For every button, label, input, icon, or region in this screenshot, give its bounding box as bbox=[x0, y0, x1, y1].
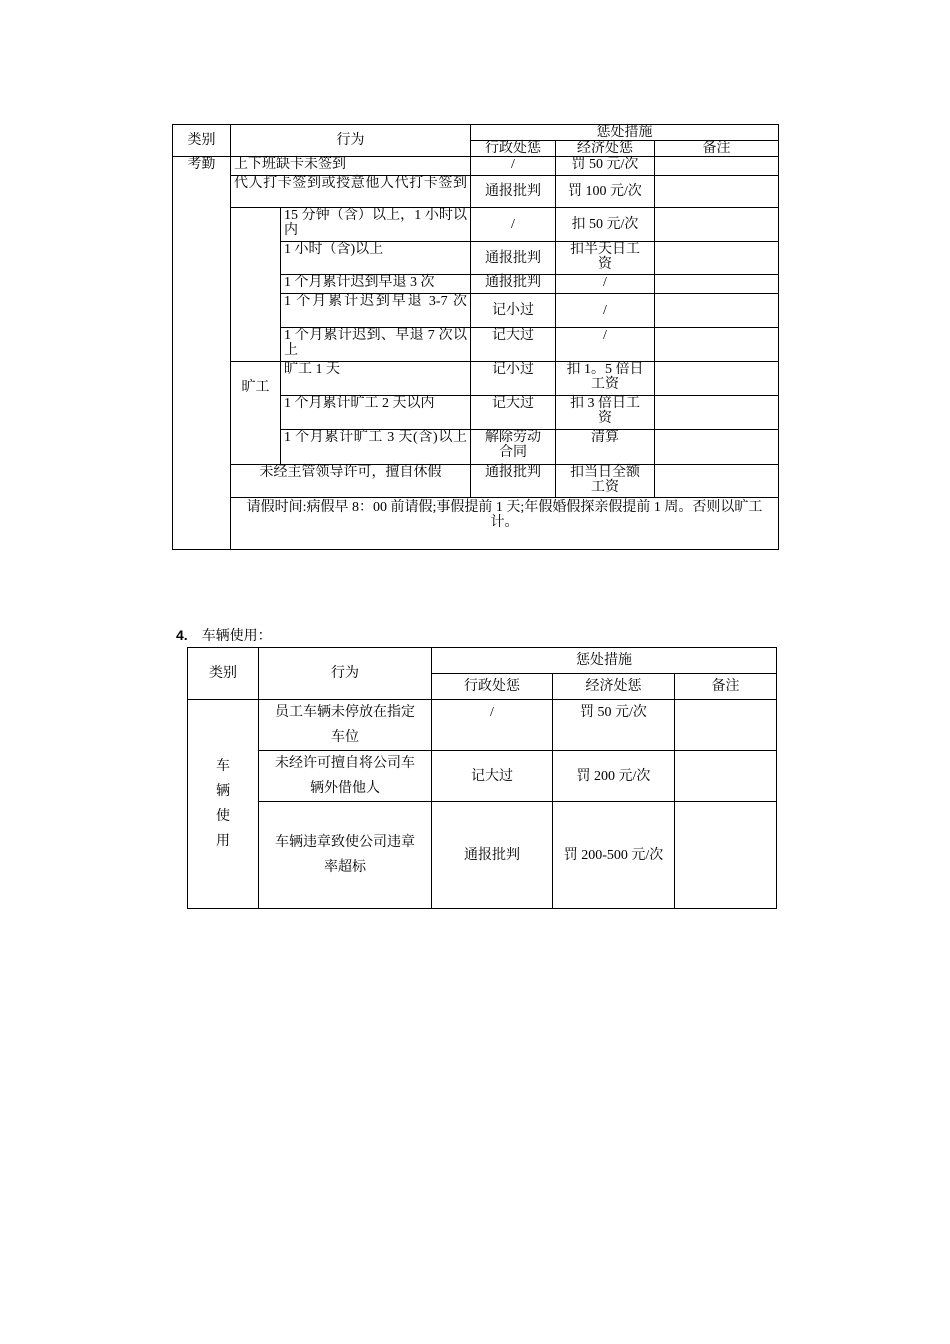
remark-cell bbox=[675, 802, 777, 909]
header-behavior: 行为 bbox=[259, 648, 432, 700]
economic-cell: / bbox=[556, 328, 655, 362]
remark-cell bbox=[675, 700, 777, 751]
admin-cell: 记大过 bbox=[471, 328, 556, 362]
behavior-cell: 员工车辆未停放在指定车位 bbox=[259, 700, 432, 751]
economic-cell: 扣 50 元/次 bbox=[556, 208, 655, 242]
section-number: 4. bbox=[176, 627, 188, 643]
remark-cell bbox=[655, 465, 779, 498]
behavior-cell: 1 个月累计迟到早退 3-7 次 bbox=[281, 294, 471, 328]
header-measures: 惩处措施 bbox=[432, 648, 777, 674]
table-row bbox=[188, 802, 777, 909]
leave-note: 请假时间:病假早 8：00 前请假;事假提前 1 天;年假婚假探亲假提前 1 周。否则以旷工计。 bbox=[231, 498, 779, 550]
header-economic: 经济处惩 bbox=[553, 674, 675, 700]
economic-cell: 罚 200-500 元/次 bbox=[553, 802, 675, 909]
remark-cell bbox=[655, 396, 779, 430]
admin-cell: 通报批判 bbox=[471, 275, 556, 294]
economic-cell: 罚 100 元/次 bbox=[556, 176, 655, 208]
economic-cell: 扣当日全额工资 bbox=[556, 465, 655, 498]
admin-cell: 记大过 bbox=[432, 751, 553, 802]
behavior-cell: 1 个月累计迟到早退 3 次 bbox=[281, 275, 471, 294]
category-char: 用 bbox=[216, 834, 230, 849]
remark-cell bbox=[655, 242, 779, 275]
behavior-cell: 代人打卡签到或授意他人代打卡签到 bbox=[231, 176, 471, 208]
admin-cell: 通报批判 bbox=[432, 802, 553, 909]
remark-cell bbox=[655, 208, 779, 242]
economic-cell: 扣半天日工资 bbox=[556, 242, 655, 275]
category-char: 使 bbox=[216, 809, 230, 824]
economic-cell: 扣 3 倍日工资 bbox=[556, 396, 655, 430]
admin-cell: 记小过 bbox=[471, 362, 556, 396]
vehicle-penalty-table bbox=[187, 647, 777, 909]
remark-cell bbox=[655, 430, 779, 465]
table-row bbox=[173, 208, 779, 242]
header-remark: 备注 bbox=[655, 141, 779, 157]
table-row bbox=[188, 700, 777, 751]
remark-cell bbox=[655, 328, 779, 362]
economic-cell: 罚 50 元/次 bbox=[556, 157, 655, 176]
remark-cell bbox=[675, 751, 777, 802]
economic-cell: 扣 1。5 倍日工资 bbox=[556, 362, 655, 396]
economic-cell: 清算 bbox=[556, 430, 655, 465]
header-admin: 行政处惩 bbox=[471, 141, 556, 157]
header-behavior: 行为 bbox=[231, 125, 471, 157]
economic-cell: 罚 200 元/次 bbox=[553, 751, 675, 802]
remark-cell bbox=[655, 275, 779, 294]
economic-cell: / bbox=[556, 294, 655, 328]
attendance-penalty-table bbox=[172, 124, 779, 550]
admin-cell: 记小过 bbox=[471, 294, 556, 328]
category-char: 辆 bbox=[216, 784, 230, 799]
behavior-cell: 未经主管领导许可，擅自休假 bbox=[231, 465, 471, 498]
admin-cell: 解除劳动合同 bbox=[471, 430, 556, 465]
economic-cell: / bbox=[556, 275, 655, 294]
remark-cell bbox=[655, 157, 779, 176]
admin-cell: / bbox=[471, 157, 556, 176]
header-measures: 惩处措施 bbox=[471, 125, 779, 141]
behavior-cell: 旷工 1 天 bbox=[281, 362, 471, 396]
behavior-cell: 1 个月累计旷工 3 天(含)以上 bbox=[281, 430, 471, 465]
section-title: 车辆使用： bbox=[201, 629, 272, 644]
economic-cell: 罚 50 元/次 bbox=[553, 700, 675, 751]
behavior-cell: 15 分钟（含）以上，1 小时以内 bbox=[281, 208, 471, 242]
admin-cell: / bbox=[471, 208, 556, 242]
admin-cell: / bbox=[432, 700, 553, 751]
remark-cell bbox=[655, 176, 779, 208]
lateness-group-cell bbox=[231, 208, 281, 362]
behavior-cell: 车辆违章致使公司违章率超标 bbox=[259, 802, 432, 909]
behavior-cell: 1 个月累计迟到、早退 7 次以上 bbox=[281, 328, 471, 362]
category-cell: 考勤 bbox=[173, 157, 231, 550]
category-cell bbox=[188, 700, 259, 909]
table-row bbox=[173, 465, 779, 498]
header-remark: 备注 bbox=[675, 674, 777, 700]
admin-cell: 通报批判 bbox=[471, 465, 556, 498]
section-heading bbox=[176, 626, 272, 646]
absentee-label: 旷工 bbox=[231, 362, 281, 465]
category-char: 车 bbox=[216, 759, 230, 774]
header-category: 类别 bbox=[173, 125, 231, 157]
table-row bbox=[173, 498, 779, 550]
behavior-cell: 未经许可擅自将公司车辆外借他人 bbox=[259, 751, 432, 802]
behavior-cell: 1 个月累计旷工 2 天以内 bbox=[281, 396, 471, 430]
remark-cell bbox=[655, 294, 779, 328]
header-admin: 行政处惩 bbox=[432, 674, 553, 700]
remark-cell bbox=[655, 362, 779, 396]
header-economic: 经济处惩 bbox=[556, 141, 655, 157]
table-row bbox=[173, 362, 779, 396]
table-row bbox=[173, 176, 779, 208]
admin-cell: 通报批判 bbox=[471, 242, 556, 275]
admin-cell: 记大过 bbox=[471, 396, 556, 430]
behavior-cell: 上下班缺卡未签到 bbox=[231, 157, 471, 176]
table-row bbox=[188, 751, 777, 802]
admin-cell: 通报批判 bbox=[471, 176, 556, 208]
behavior-cell: 1 小时（含)以上 bbox=[281, 242, 471, 275]
table-row bbox=[173, 157, 779, 176]
header-category: 类别 bbox=[188, 648, 259, 700]
